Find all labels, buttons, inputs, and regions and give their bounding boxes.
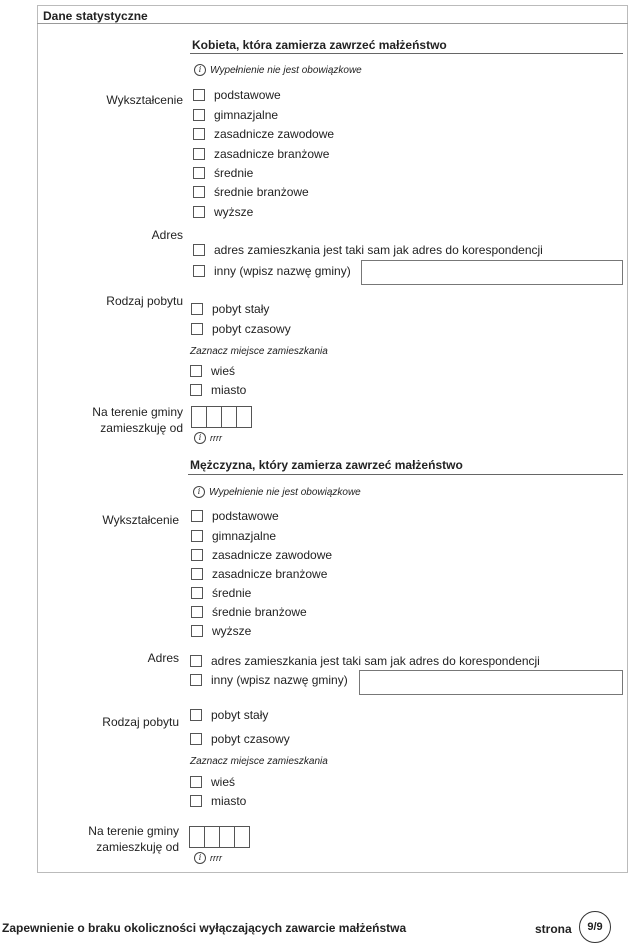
woman-edu-option[interactable] [193,88,281,102]
option-label: wyższe [214,205,254,219]
checkbox[interactable] [191,510,203,522]
checkbox[interactable] [190,655,202,667]
footer-title: Zapewnienie o braku okoliczności wyłączających zawarcie małżeństwa [2,921,407,935]
checkbox[interactable] [191,606,203,618]
checkbox[interactable] [193,186,205,198]
woman-residence-label: Rodzaj pobytu [106,294,183,308]
checkbox[interactable] [193,148,205,160]
woman-place-option[interactable] [190,383,246,397]
checkbox[interactable] [190,795,202,807]
checkbox[interactable] [190,709,202,721]
man-since-label [88,823,179,855]
man-gmina-input[interactable] [359,670,623,695]
checkbox[interactable] [193,265,205,277]
option-label: inny (wpisz nazwę gminy) [214,264,351,278]
option-label: średnie branżowe [214,185,309,199]
info-icon: i [194,432,206,444]
woman-edu-option[interactable] [193,108,278,122]
year-hint-text: rrrr [210,853,222,863]
man-address-label: Adres [147,651,179,665]
checkbox[interactable] [191,549,203,561]
page-number: 9/9 [579,911,611,943]
woman-edu-option[interactable] [193,147,329,161]
woman-address-label: Adres [151,228,183,242]
woman-since-label [92,404,183,436]
checkbox[interactable] [193,128,205,140]
man-year-input[interactable] [189,826,249,848]
woman-place-hint: Zaznacz miejsce zamieszkania [190,346,328,357]
woman-edu-option[interactable] [193,127,334,141]
since-label-line1: Na terenie gminy [92,405,183,419]
woman-address-other[interactable] [193,264,351,278]
option-label: pobyt czasowy [211,732,290,746]
man-address-same[interactable] [190,654,540,668]
option-label: pobyt stały [212,302,270,316]
year-hint-text: rrrr [210,433,222,443]
checkbox[interactable] [190,733,202,745]
checkbox[interactable] [191,323,203,335]
checkbox[interactable] [191,625,203,637]
option-label: zasadnicze zawodowe [214,127,335,141]
man-place-option[interactable] [190,794,246,808]
man-edu-option[interactable] [191,529,276,543]
option-label: zasadnicze zawodowe [212,548,333,562]
woman-edu-option[interactable] [193,205,253,219]
man-info-text: Wypełnienie nie jest obowiązkowe [209,486,361,498]
info-icon: i [194,64,206,76]
option-label: pobyt czasowy [212,322,291,336]
checkbox[interactable] [193,167,205,179]
checkbox[interactable] [193,89,205,101]
section-divider [37,23,628,24]
man-edu-option[interactable] [191,586,251,600]
option-label: wyższe [212,624,252,638]
man-edu-option[interactable] [191,624,251,638]
since-label-line2: zamieszkuję od [96,840,179,854]
checkbox[interactable] [191,303,203,315]
man-education-label: Wykształcenie [102,513,179,527]
man-info [193,486,361,498]
man-residence-option[interactable] [190,708,268,722]
woman-info [194,64,362,76]
woman-info-text: Wypełnienie nie jest obowiązkowe [210,64,362,76]
man-title-divider [188,474,623,475]
checkbox[interactable] [193,109,205,121]
woman-address-same[interactable] [193,243,543,257]
option-label: inny (wpisz nazwę gminy) [211,673,348,687]
checkbox[interactable] [191,530,203,542]
woman-edu-option[interactable] [193,185,309,199]
checkbox[interactable] [190,365,202,377]
man-edu-option[interactable] [191,567,327,581]
man-residence-option[interactable] [190,732,290,746]
option-label: zasadnicze branżowe [212,567,328,581]
info-icon: i [193,486,205,498]
checkbox[interactable] [193,206,205,218]
man-edu-option[interactable] [191,548,332,562]
option-label: adres zamieszkania jest taki sam jak adres do korespondencji [211,654,540,668]
option-label: wieś [211,364,236,378]
checkbox[interactable] [193,244,205,256]
man-edu-option[interactable] [191,509,279,523]
option-label: pobyt stały [211,708,269,722]
checkbox[interactable] [191,568,203,580]
page-label: strona [535,922,572,936]
option-label: gimnazjalne [212,529,277,543]
man-year-hint [194,852,222,864]
man-residence-label: Rodzaj pobytu [102,715,179,729]
section-title: Dane statystyczne [43,9,148,23]
option-label: wieś [211,775,236,789]
checkbox[interactable] [191,587,203,599]
woman-year-input[interactable] [191,406,251,428]
since-label-line1: Na terenie gminy [88,824,179,838]
woman-residence-option[interactable] [191,322,291,336]
man-place-hint: Zaznacz miejsce zamieszkania [190,756,328,767]
woman-edu-option[interactable] [193,166,253,180]
option-label: podstawowe [212,509,279,523]
option-label: miasto [211,383,247,397]
man-title: Mężczyzna, który zamierza zawrzeć małżeństwo [190,458,463,472]
man-place-option[interactable] [190,775,235,789]
man-address-other[interactable] [190,673,348,687]
man-edu-option[interactable] [191,605,307,619]
woman-title-divider [190,53,623,54]
option-label: miasto [211,794,247,808]
woman-education-label: Wykształcenie [106,93,183,107]
option-label: średnie [214,166,254,180]
option-label: zasadnicze branżowe [214,147,330,161]
woman-place-option[interactable] [190,364,235,378]
woman-residence-option[interactable] [191,302,269,316]
woman-year-hint [194,432,222,444]
checkbox[interactable] [190,776,202,788]
checkbox[interactable] [190,674,202,686]
since-label-line2: zamieszkuję od [100,421,183,435]
option-label: adres zamieszkania jest taki sam jak adres do korespondencji [214,243,543,257]
woman-title: Kobieta, która zamierza zawrzeć małżeństwo [192,38,447,52]
option-label: gimnazjalne [214,108,279,122]
woman-gmina-input[interactable] [361,260,623,285]
option-label: średnie [212,586,252,600]
info-icon: i [194,852,206,864]
option-label: podstawowe [214,88,281,102]
checkbox[interactable] [190,384,202,396]
option-label: średnie branżowe [212,605,307,619]
